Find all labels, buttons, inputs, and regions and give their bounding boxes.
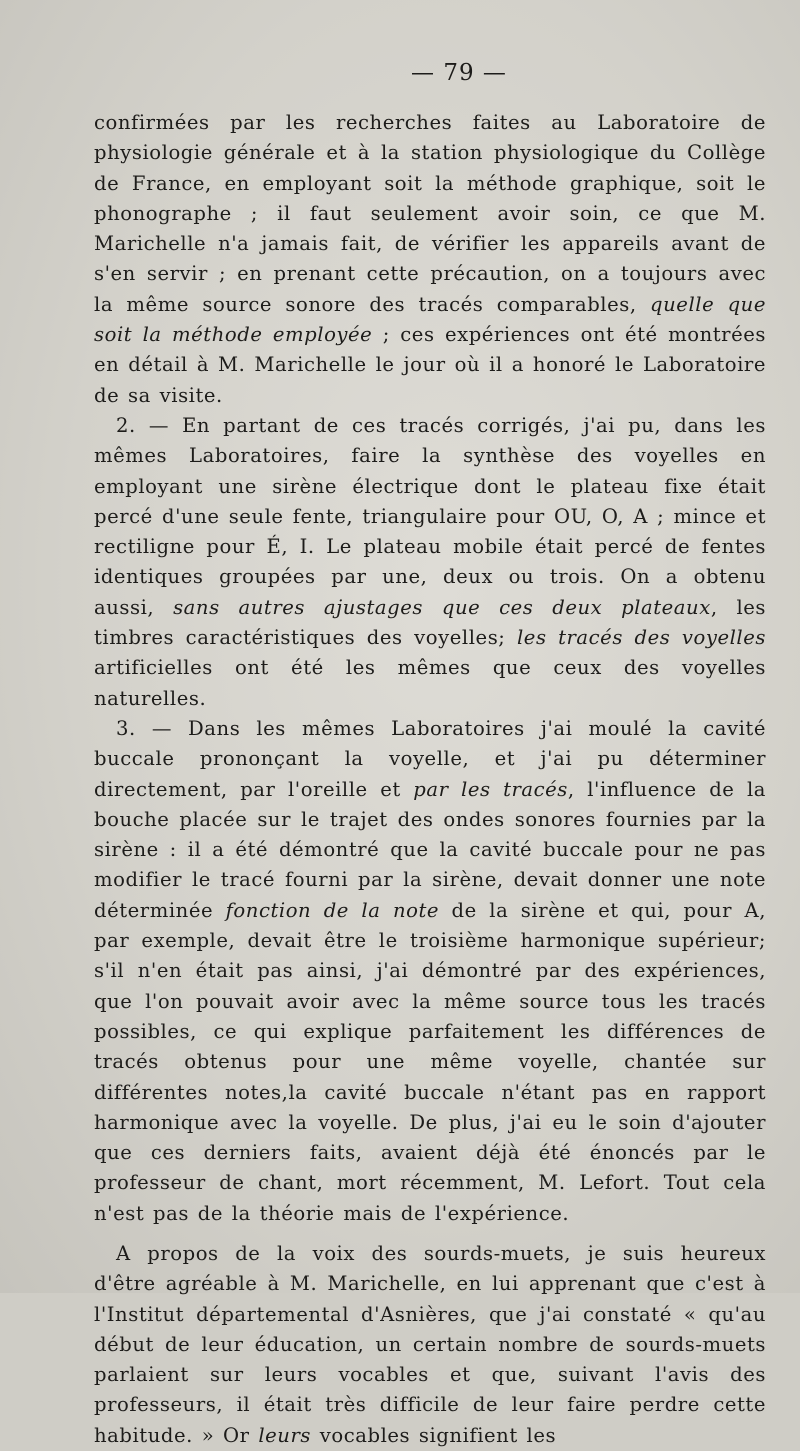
italic-text: par les tracés bbox=[413, 777, 568, 801]
paragraph bbox=[94, 108, 766, 411]
text-run: vocables signifient les bbox=[310, 1423, 557, 1447]
text-run: 3. — Dans les mêmes Laboratoires j'ai moulé la cavité buccale prononçant la voyelle, et j'ai pu déterminer directement, par l'oreille et bbox=[94, 716, 766, 801]
italic-text: leurs bbox=[258, 1423, 311, 1447]
italic-text: fonction de la note bbox=[225, 898, 440, 922]
body-text bbox=[94, 108, 766, 1451]
text-run: , l'influence de la bouche placée sur le trajet des ondes sonores fournies par la sirène : il a été démontré que la cavité buccale pour ne pas modifier le tracé fourni par la sirène, devait donner une note déterminée bbox=[94, 777, 766, 922]
italic-text: sans autres ajustages que ces deux plateaux bbox=[173, 595, 711, 619]
italic-text: les tracés des voyelles bbox=[516, 626, 766, 650]
text-run: artificielles ont été les mêmes que ceux des voyelles naturelles. bbox=[94, 656, 766, 710]
italic-text: quelle que soit la méthode employée bbox=[94, 292, 766, 347]
page-number: — 79 — bbox=[411, 60, 507, 86]
text-run: 2. — En partant de ces tracés corrigés, j'ai pu, dans les mêmes Laboratoires, faire la synthèse des voyelles en employant une sirène électrique dont le plateau fixe était percé d'une seule fente, triangulaire pour OU, O, A ; mince et rectiligne pour É, I. Le plateau mobile était percé de fentes identiques groupées par une, deux ou trois. On a obtenu aussi, bbox=[94, 413, 766, 619]
text-run: de la sirène et qui, pour A, par exemple, devait être le troisième harmonique supérieur; s'il n'en était pas ainsi, j'ai démontré par des expériences, que l'on pouvait avoir avec la même source tous les tracés possibles, ce qui explique parfaitement les différences de tracés obtenus pour une même voyelle, chantée sur différentes notes,la cavité buccale n'étant pas en rapport harmonique avec la voyelle. De plus, j'ai eu le soin d'ajouter que ces derniers faits, avaient déjà été énoncés par le professeur de chant, mort récemment, M. Lefort. Tout cela n'est pas de la théorie mais de l'expérience. bbox=[94, 898, 766, 1225]
text-run: , les timbres caractéristiques des voyelles; bbox=[94, 595, 767, 650]
text-run: ; ces expériences ont été montrées en détail à M. Marichelle le jour où il a honoré le Laboratoire de sa visite. bbox=[94, 323, 766, 407]
paragraph bbox=[94, 1239, 766, 1451]
paragraph bbox=[94, 714, 766, 1229]
text-run: confirmées par les recherches faites au Laboratoire de physiologie générale et à la station physiologique du Collège de France, en employant soit la méthode graphique, soit le phonographe ; il faut seulement avoir soin, ce que M. Marichelle n'a jamais fait, de vérifier les appareils avant de s'en servir ; en prenant cette précaution, on a toujours avec la même source sonore des tracés comparables, bbox=[94, 111, 766, 316]
paragraph bbox=[94, 411, 766, 714]
text-run: A propos de la voix des sourds-muets, je suis heureux d'être agréable à M. Marichelle, en lui apprenant que c'est à l'Institut départemental d'Asnières, que j'ai constaté « qu'au début de leur éducation, un certain nombre de sourds-muets parlaient sur leurs vocables et que, suivant l'avis des professeurs, il était très difficile de leur faire perdre cette habitude. » Or bbox=[94, 1241, 766, 1447]
